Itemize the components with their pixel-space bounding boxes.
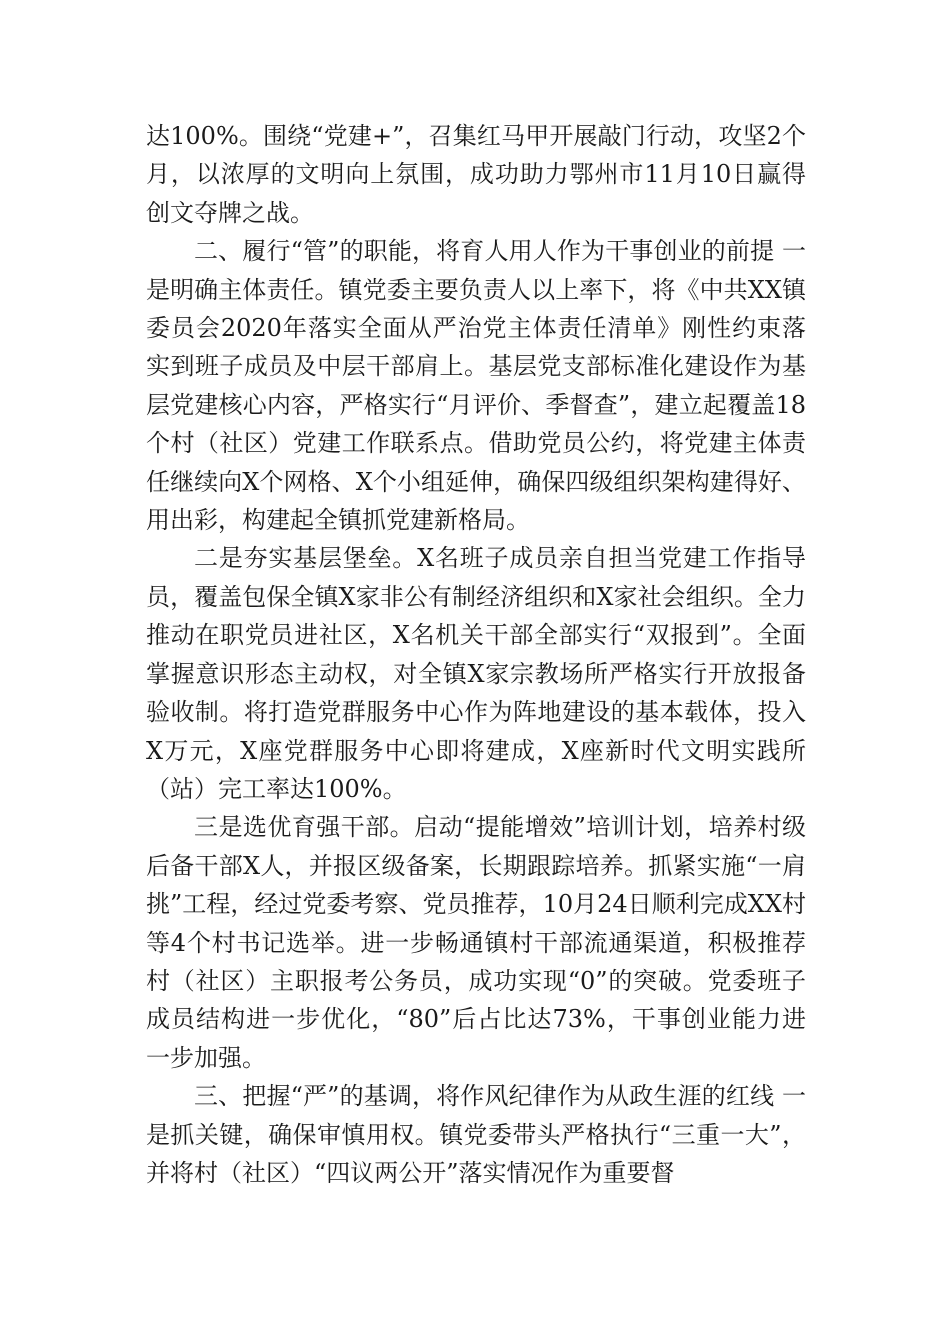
paragraph-strengthen-base: 二是夯实基层堡垒。X名班子成员亲自担当党建工作指导员，覆盖包保全镇X家非公有制经济组织和X家社会组织。全力推动在职党员进社区，X名机关干部全部实行“双报到”。全面掌握意识形态主动权，对全镇X家宗教场所严格实行开放报备验收制。将打造党群服务中心作为阵地建设的基本载体，投入X万元，X座党群服务中心即将建成，X座新时代文明实践所（站）完工率达100%。	[146, 544, 806, 803]
document-body	[146, 117, 806, 1192]
paragraph-section-two: 二、履行“管”的职能，将育人用人作为干事创业的前提 一是明确主体责任。镇党委主要负责人以上率下，将《中共XX镇委员会2020年落实全面从严治党主体责任清单》刚性约束落实到班子成员及中层干部肩上。基层党支部标准化建设作为基层党建核心内容，严格实行“月评价、季督查”，建立起覆盖18个村（社区）党建工作联系点。借助党员公约，将党建主体责任继续向X个网格、X个小组延伸，确保四级组织架构建得好、用出彩，构建起全镇抓党建新格局。	[146, 237, 806, 535]
paragraph-select-cadres: 三是选优育强干部。启动“提能增效”培训计划，培养村级后备干部X人，并报区级备案，长期跟踪培养。抓紧实施“一肩挑”工程，经过党委考察、党员推荐，10月24日顺利完成XX村等4个村书记选举。进一步畅通镇村干部流通渠道，积极推荐村（社区）主职报考公务员，成功实现“0”的突破。党委班子成员结构进一步优化，“80”后占比达73%，干事创业能力进一步加强。	[146, 813, 806, 1072]
paragraph-continuation: 达100%。围绕“党建+”，召集红马甲开展敲门行动，攻坚2个月，以浓厚的文明向上氛围，成功助力鄂州市11月10日赢得创文夺牌之战。	[146, 122, 806, 227]
paragraph-section-three: 三、把握“严”的基调，将作风纪律作为从政生涯的红线 一是抓关键，确保审慎用权。镇党委带头严格执行“三重一大”，并将村（社区）“四议两公开”落实情况作为重要督	[146, 1082, 806, 1187]
